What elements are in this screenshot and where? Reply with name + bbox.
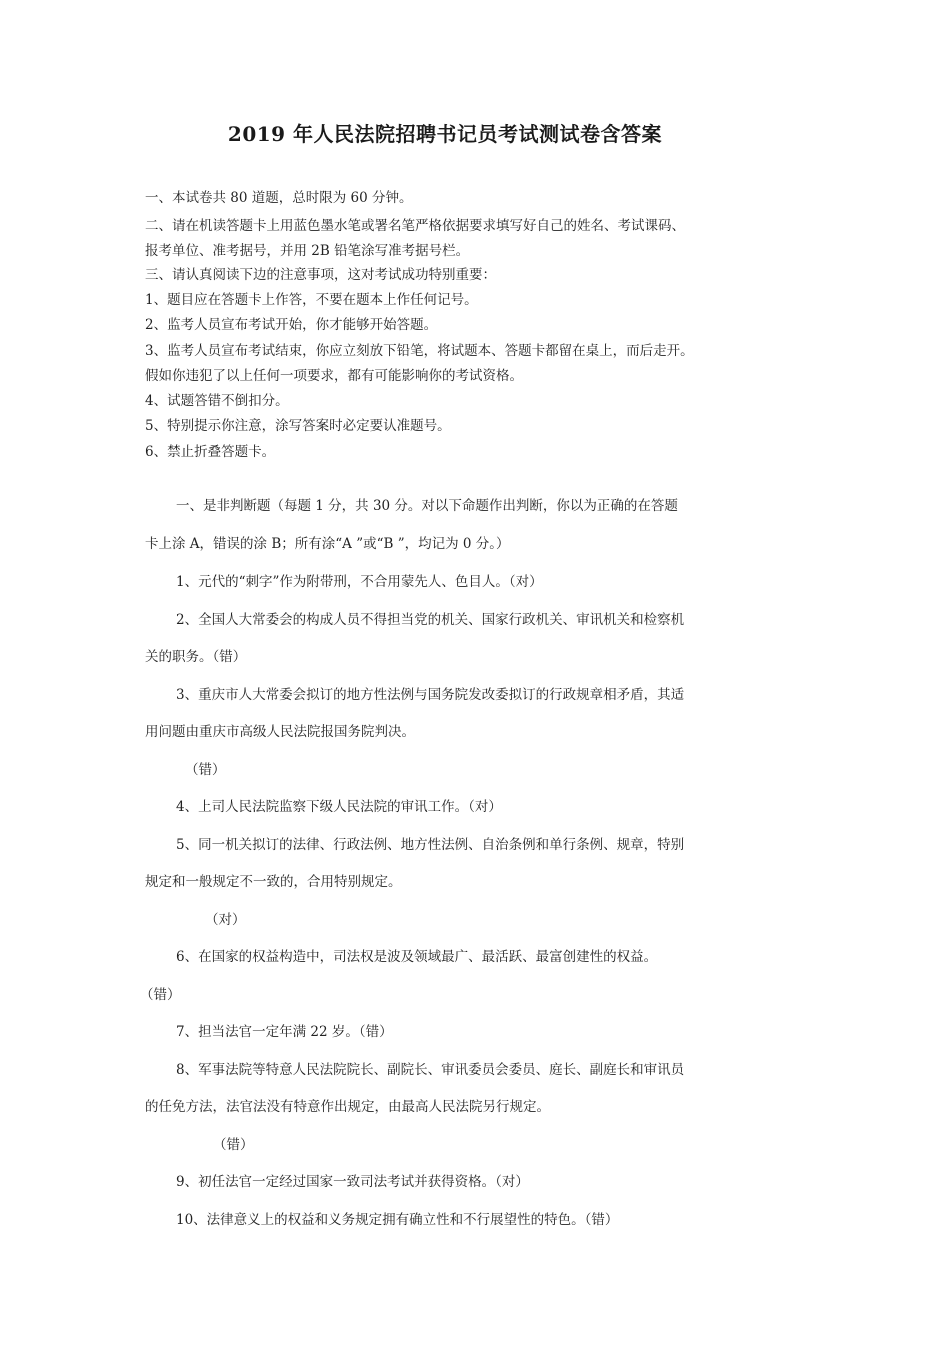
question-item: 6、在国家的权益构造中，司法权是波及领域最广、最活跃、最富创建性的权益。 bbox=[176, 949, 658, 965]
question-item-cont: 用问题由重庆市高级人民法院报国务院判决。 bbox=[145, 724, 415, 740]
section-heading: 一、是非判断题（每题 1 分，共 30 分。对以下命题作出判断，你以为正确的在答题 bbox=[176, 498, 678, 514]
notice-line: 报考单位、准考据号，并用 2B 铅笔涂写准考据号栏。 bbox=[145, 243, 470, 259]
question-item: 7、担当法官一定年满 22 岁。（错） bbox=[176, 1024, 393, 1040]
question-item: 10、法律意义上的权益和义务规定拥有确立性和不行展望性的特色。（错） bbox=[176, 1212, 619, 1228]
notice-line: 1、题目应在答题卡上作答，不要在题本上作任何记号。 bbox=[145, 292, 478, 308]
notice-line: 4、试题答错不倒扣分。 bbox=[145, 393, 289, 409]
question-item-cont: 关的职务。（错） bbox=[145, 649, 247, 665]
notice-line: 6、禁止折叠答题卡。 bbox=[145, 444, 276, 460]
notice-line: 2、监考人员宣布考试开始，你才能够开始答题。 bbox=[145, 317, 438, 333]
notice-line: 假如你违犯了以上任何一项要求，都有可能影响你的考试资格。 bbox=[145, 368, 523, 384]
question-item: 8、军事法院等特意人民法院院长、副院长、审讯委员会委员、庭长、副庭长和审讯员 bbox=[176, 1062, 685, 1078]
notice-line: 一、本试卷共 80 道题，总时限为 60 分钟。 bbox=[145, 190, 413, 206]
answer-mark: （错） bbox=[213, 1137, 254, 1153]
answer-mark: （错） bbox=[185, 762, 226, 778]
notice-line: 三、请认真阅读下边的注意事项，这对考试成功特别重要： bbox=[145, 267, 496, 283]
question-item: 4、上司人民法院监察下级人民法院的审讯工作。（对） bbox=[176, 799, 502, 815]
question-item: 5、同一机关拟订的法律、行政法例、地方性法例、自治条例和单行条例、规章，特别 bbox=[176, 837, 685, 853]
answer-mark: （对） bbox=[205, 912, 246, 928]
answer-mark: （错） bbox=[140, 987, 181, 1003]
notice-line: 3、监考人员宣布考试结束，你应立刻放下铅笔，将试题本、答题卡都留在桌上，而后走开。 bbox=[145, 343, 694, 359]
section-heading-cont: 卡上涂 A，错误的涂 B；所有涂“A ”或“B ”，均记为 0 分。） bbox=[145, 536, 510, 552]
notice-line: 二、请在机读答题卡上用蓝色墨水笔或署名笔严格依据要求填写好自己的姓名、考试课码、 bbox=[145, 218, 685, 234]
question-item: 9、初任法官一定经过国家一致司法考试并获得资格。（对） bbox=[176, 1174, 529, 1190]
question-item: 3、重庆市人大常委会拟订的地方性法例与国务院发改委拟订的行政规章相矛盾，其适 bbox=[176, 687, 685, 703]
question-item: 1、元代的“刺字”作为附带刑，不合用蒙先人、色目人。（对） bbox=[176, 574, 543, 590]
question-item: 2、全国人大常委会的构成人员不得担当党的机关、国家行政机关、审讯机关和检察机 bbox=[176, 612, 685, 628]
document-title: 2019 年人民法院招聘书记员考试测试卷含答案 bbox=[227, 122, 663, 146]
question-item-cont: 的任免方法，法官法没有特意作出规定，由最高人民法院另行规定。 bbox=[145, 1099, 550, 1115]
question-item-cont: 规定和一般规定不一致的，合用特别规定。 bbox=[145, 874, 402, 890]
notice-line: 5、特别提示你注意，涂写答案时必定要认准题号。 bbox=[145, 418, 451, 434]
